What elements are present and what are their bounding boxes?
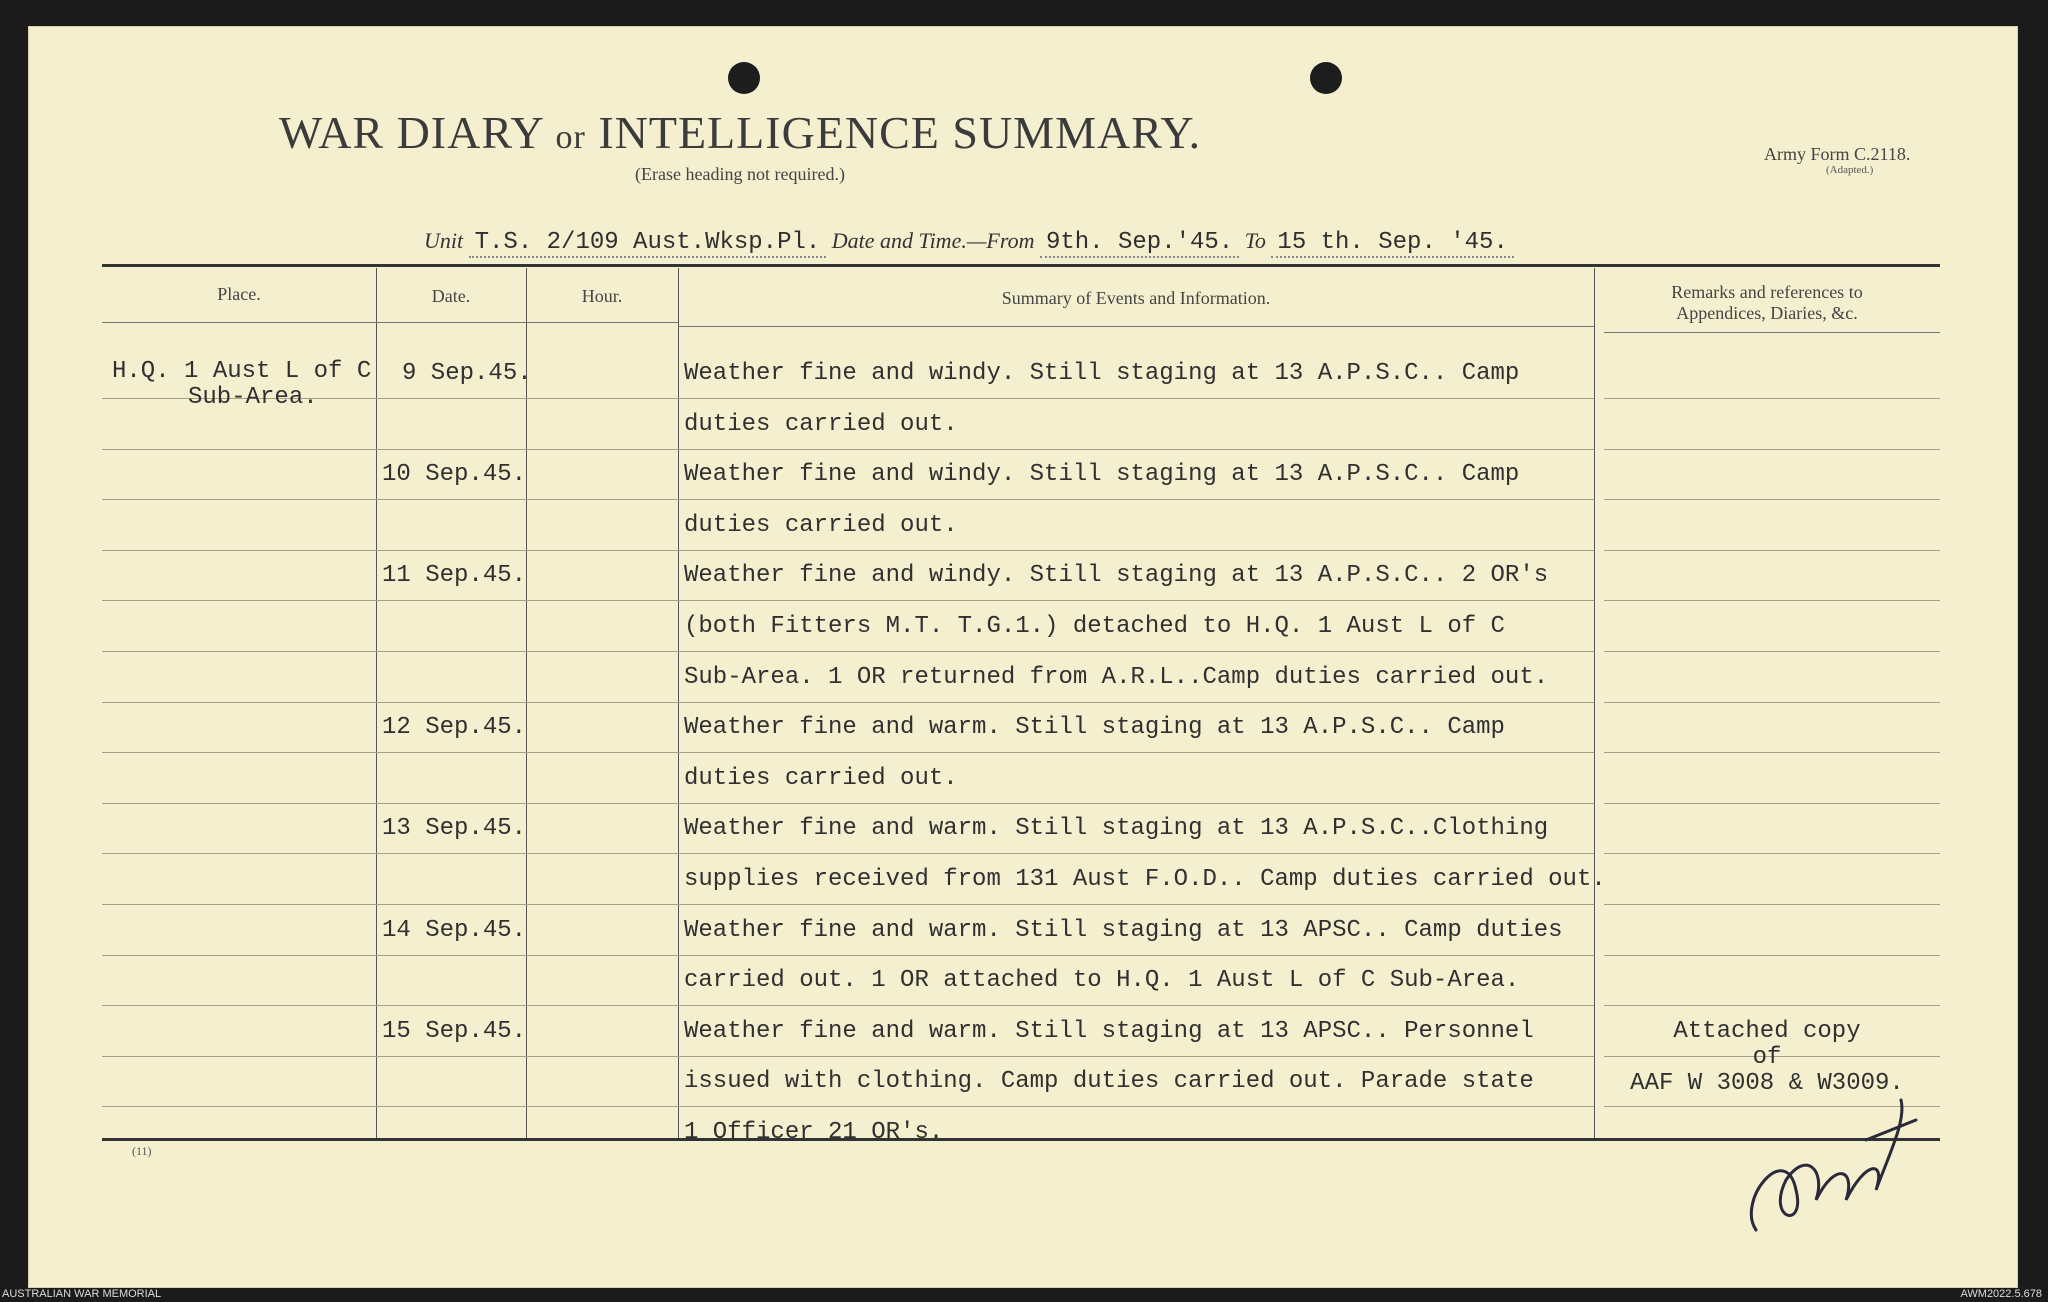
army-form-number: Army Form C.2118.: [1764, 144, 1911, 164]
to-value: 15 th. Sep. '45.: [1271, 229, 1513, 258]
column-header-summary: Summary of Events and Information.: [1001, 288, 1271, 308]
ruled-line: [526, 550, 678, 551]
ruled-line: [678, 499, 1594, 500]
table-bottom-border: [102, 1138, 1940, 1141]
ruled-line: [678, 651, 1594, 652]
ruled-line: [526, 398, 678, 399]
ruled-line: [1604, 550, 1940, 551]
ruled-line: [1604, 752, 1940, 753]
ruled-line: [526, 600, 678, 601]
summary-line: 1 Officer 21 OR's.: [684, 1119, 944, 1146]
from-value: 9th. Sep.'45.: [1040, 229, 1239, 258]
ruled-line: [376, 1106, 526, 1107]
ruled-line: [376, 853, 526, 854]
ruled-line: [526, 702, 678, 703]
ruled-line: [376, 499, 526, 500]
title-intelligence-summary: INTELLIGENCE SUMMARY.: [598, 107, 1202, 158]
column-header-place: Place.: [217, 284, 261, 304]
remarks-header-line: Remarks and references to: [1671, 282, 1863, 302]
entry-date: 12 Sep.45.: [382, 714, 527, 741]
ruled-line: [376, 803, 526, 804]
entry-date: 14 Sep.45.: [382, 917, 527, 944]
ruled-line: [526, 1106, 678, 1107]
remarks-header-line: Appendices, Diaries, &c.: [1676, 303, 1858, 323]
place-line: H.Q. 1 Aust L of C: [112, 358, 372, 385]
ruled-line: [102, 955, 376, 956]
summary-line: Weather fine and windy. Still staging at 13 A.P.S.C.. Camp: [684, 360, 1520, 387]
ruled-line: [102, 449, 376, 450]
ruled-line: [678, 398, 1594, 399]
document-subtitle: (Erase heading not required.): [635, 164, 845, 184]
ruled-line: [376, 1005, 526, 1006]
ruled-line: [678, 853, 1594, 854]
footer-reference: AWM2022.5.678: [1960, 1288, 2042, 1300]
ruled-line: [102, 702, 376, 703]
ruled-line: [1604, 651, 1940, 652]
ruled-line: [1604, 955, 1940, 956]
ruled-line: [102, 904, 376, 905]
ruled-line: [102, 853, 376, 854]
entry-date: 9 Sep.45.: [402, 360, 532, 387]
ruled-line: [678, 904, 1594, 905]
ruled-line: [678, 600, 1594, 601]
ruled-line: [526, 499, 678, 500]
ruled-line: [526, 651, 678, 652]
ruled-line: [1604, 499, 1940, 500]
summary-line: Weather fine and warm. Still staging at 13 A.P.S.C..Clothing: [684, 815, 1549, 842]
ruled-line: [526, 1005, 678, 1006]
punch-hole-right: [1310, 62, 1342, 94]
document-page: [28, 26, 2018, 1288]
ruled-line: [1604, 600, 1940, 601]
ruled-line: [526, 752, 678, 753]
ruled-line: [102, 499, 376, 500]
ruled-line: [1604, 398, 1940, 399]
ruled-line: [526, 803, 678, 804]
ruled-line: [102, 803, 376, 804]
place-line: Sub-Area.: [188, 384, 318, 411]
entry-date: 15 Sep.45.: [382, 1018, 527, 1045]
summary-line: carried out. 1 OR attached to H.Q. 1 Aust L of C Sub-Area.: [684, 967, 1520, 994]
ruled-line: [376, 904, 526, 905]
unit-line: [424, 228, 1514, 256]
header-underline: [1604, 332, 1940, 333]
header-underline: [678, 326, 1594, 327]
remarks-line: AAF W 3008 & W3009.: [1630, 1070, 1904, 1097]
ruled-line: [678, 1106, 1594, 1107]
table-top-border: [102, 264, 1940, 267]
ruled-line: [102, 1106, 376, 1107]
summary-line: Weather fine and warm. Still staging at 13 APSC.. Camp duties: [684, 917, 1563, 944]
signature: [1726, 1080, 1926, 1240]
date-label: Date and Time.—From: [831, 228, 1035, 253]
entry-date: 11 Sep.45.: [382, 562, 527, 589]
ruled-line: [526, 955, 678, 956]
entry-date: 13 Sep.45.: [382, 815, 527, 842]
footer-credit: AUSTRALIAN WAR MEMORIAL: [2, 1288, 162, 1300]
ruled-line: [102, 600, 376, 601]
ruled-line: [102, 1005, 376, 1006]
ruled-line: [1604, 904, 1940, 905]
ruled-line: [526, 904, 678, 905]
ruled-line: [102, 651, 376, 652]
column-divider: [1594, 268, 1595, 1138]
column-header-remarks: [1594, 282, 1940, 324]
summary-line: Weather fine and warm. Still staging at 13 APSC.. Personnel: [684, 1018, 1534, 1045]
entry-date: 10 Sep.45.: [382, 461, 527, 488]
ruled-line: [678, 550, 1594, 551]
ruled-line: [1604, 803, 1940, 804]
ruled-line: [678, 702, 1594, 703]
title-or: or: [555, 119, 586, 156]
summary-line: Weather fine and warm. Still staging at 13 A.P.S.C.. Camp: [684, 714, 1505, 741]
ruled-line: [376, 1056, 526, 1057]
ruled-line: [526, 1056, 678, 1057]
title-war-diary: WAR DIARY: [278, 107, 543, 158]
ruled-line: [678, 1056, 1594, 1057]
ruled-line: [376, 651, 526, 652]
column-header-date: Date.: [431, 286, 471, 306]
ruled-line: [376, 702, 526, 703]
ruled-line: [376, 600, 526, 601]
summary-line: duties carried out.: [684, 765, 958, 792]
ruled-line: [1604, 1005, 1940, 1006]
ruled-line: [678, 803, 1594, 804]
form-code: (11): [132, 1144, 152, 1158]
ruled-line: [678, 449, 1594, 450]
ruled-line: [376, 955, 526, 956]
summary-line: issued with clothing. Camp duties carried out. Parade state: [684, 1068, 1534, 1095]
ruled-line: [1604, 702, 1940, 703]
ruled-line: [526, 449, 678, 450]
summary-line: duties carried out.: [684, 512, 958, 539]
ruled-line: [102, 1056, 376, 1057]
ruled-line: [1604, 853, 1940, 854]
adapted-note: (Adapted.): [1826, 164, 1874, 176]
ruled-line: [678, 752, 1594, 753]
summary-line: Weather fine and windy. Still staging at 13 A.P.S.C.. 2 OR's: [684, 562, 1549, 589]
document-title: [0, 106, 1480, 159]
header-underline: [102, 322, 678, 323]
summary-line: (both Fitters M.T. T.G.1.) detached to H.Q. 1 Aust L of C: [684, 613, 1505, 640]
summary-line: supplies received from 131 Aust F.O.D.. Camp duties carried out.: [684, 866, 1606, 893]
ruled-line: [102, 550, 376, 551]
ruled-line: [1604, 449, 1940, 450]
unit-label: Unit: [424, 228, 464, 253]
ruled-line: [376, 449, 526, 450]
punch-hole-left: [728, 62, 760, 94]
remarks-line: of: [1752, 1044, 1782, 1071]
to-label: To: [1244, 228, 1266, 253]
ruled-line: [376, 398, 526, 399]
ruled-line: [526, 853, 678, 854]
ruled-line: [102, 752, 376, 753]
remarks-line: Attached copy: [1673, 1018, 1861, 1045]
ruled-line: [376, 752, 526, 753]
ruled-line: [376, 550, 526, 551]
ruled-line: [678, 1005, 1594, 1006]
unit-value: T.S. 2/109 Aust.Wksp.Pl.: [469, 229, 827, 258]
column-header-hour: Hour.: [581, 286, 623, 306]
ruled-line: [678, 955, 1594, 956]
summary-line: Weather fine and windy. Still staging at 13 A.P.S.C.. Camp: [684, 461, 1520, 488]
summary-line: duties carried out.: [684, 411, 958, 438]
summary-line: Sub-Area. 1 OR returned from A.R.L..Camp duties carried out.: [684, 664, 1549, 691]
